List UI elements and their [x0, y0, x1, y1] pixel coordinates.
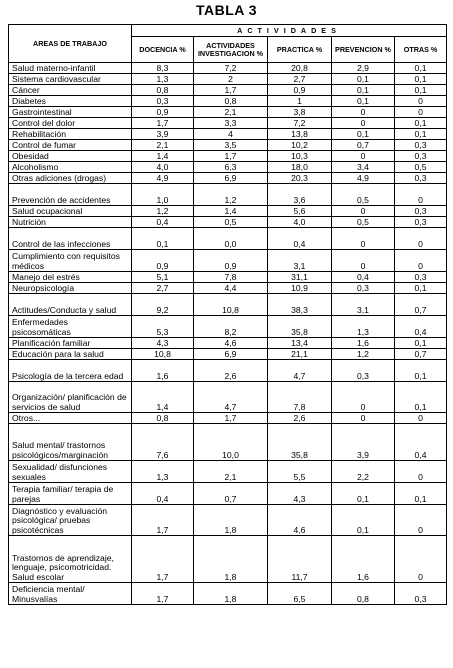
value-cell: 4,0 — [268, 217, 332, 228]
value-cell: 0,1 — [395, 483, 447, 505]
area-cell: Nutrición — [9, 217, 132, 228]
area-cell: Neuropsicología — [9, 283, 132, 294]
value-cell: 1,6 — [132, 360, 194, 382]
value-cell: 1,3 — [132, 74, 194, 85]
area-cell: Alcoholismo — [9, 162, 132, 173]
area-cell: Diagnóstico y evaluación psicológica/ pruebas psicotécnicas — [9, 505, 132, 536]
table-row — [9, 360, 447, 382]
area-cell: Sexualidad/ disfunciones sexuales — [9, 461, 132, 483]
table-title: TABLA 3 — [195, 2, 258, 18]
value-cell: 0,1 — [332, 483, 395, 505]
value-cell: 10,2 — [268, 140, 332, 151]
area-cell: Educación para la salud — [9, 349, 132, 360]
value-cell: 0,5 — [332, 184, 395, 206]
value-cell: 11,7 — [268, 536, 332, 583]
column-header-area: AREAS DE TRABAJO — [9, 25, 132, 63]
value-cell: 0,4 — [268, 228, 332, 250]
value-cell: 1,8 — [194, 583, 268, 605]
area-cell: Rehabilitación — [9, 129, 132, 140]
table-row — [9, 283, 447, 294]
value-cell: 1,3 — [332, 316, 395, 338]
table-row — [9, 162, 447, 173]
area-cell: Otros... — [9, 413, 132, 424]
value-cell: 1,6 — [332, 536, 395, 583]
value-cell: 0 — [395, 250, 447, 272]
table-row — [9, 140, 447, 151]
value-cell: 10,8 — [194, 294, 268, 316]
value-cell: 1,7 — [132, 505, 194, 536]
value-cell: 4,9 — [332, 173, 395, 184]
table-row — [9, 382, 447, 413]
table-row — [9, 85, 447, 96]
area-cell: Otras adiciones (drogas) — [9, 173, 132, 184]
value-cell: 2,1 — [194, 107, 268, 118]
value-cell: 1,2 — [132, 206, 194, 217]
table-row — [9, 338, 447, 349]
value-cell: 21,1 — [268, 349, 332, 360]
table-row — [9, 151, 447, 162]
value-cell: 0,1 — [332, 96, 395, 107]
area-cell: Obesidad — [9, 151, 132, 162]
value-cell: 0,1 — [395, 118, 447, 129]
value-cell: 4,7 — [268, 360, 332, 382]
table-row — [9, 173, 447, 184]
value-cell: 3,3 — [194, 118, 268, 129]
table-row — [9, 129, 447, 140]
value-cell: 7,2 — [268, 118, 332, 129]
area-cell: Prevención de accidentes — [9, 184, 132, 206]
value-cell: 0,8 — [332, 583, 395, 605]
value-cell: 0,3 — [395, 140, 447, 151]
value-cell: 0,4 — [132, 217, 194, 228]
area-cell: Sistema cardiovascular — [9, 74, 132, 85]
value-cell: 2,2 — [332, 461, 395, 483]
value-cell: 0 — [332, 382, 395, 413]
table-body — [9, 63, 447, 605]
data-table — [8, 24, 447, 605]
value-cell: 0,1 — [395, 382, 447, 413]
table-row — [9, 272, 447, 283]
value-cell: 0,9 — [132, 250, 194, 272]
table-row — [9, 107, 447, 118]
value-cell: 5,1 — [132, 272, 194, 283]
value-cell: 0,1 — [395, 85, 447, 96]
value-cell: 0 — [332, 250, 395, 272]
value-cell: 0 — [332, 107, 395, 118]
value-cell: 0,3 — [132, 96, 194, 107]
value-cell: 0,3 — [395, 583, 447, 605]
value-cell: 0,1 — [132, 228, 194, 250]
value-cell: 0 — [395, 461, 447, 483]
value-cell: 38,3 — [268, 294, 332, 316]
value-cell: 1,7 — [132, 536, 194, 583]
value-cell: 2,7 — [132, 283, 194, 294]
table-row — [9, 217, 447, 228]
value-cell: 0,4 — [395, 424, 447, 461]
value-cell: 2,6 — [194, 360, 268, 382]
value-cell: 2,6 — [268, 413, 332, 424]
column-header: OTRAS % — [395, 37, 447, 63]
value-cell: 4,3 — [268, 483, 332, 505]
value-cell: 0,5 — [194, 217, 268, 228]
value-cell: 7,8 — [268, 382, 332, 413]
value-cell: 2,1 — [132, 140, 194, 151]
value-cell: 1,2 — [332, 349, 395, 360]
value-cell: 0,1 — [332, 505, 395, 536]
area-cell: Control de las infecciones — [9, 228, 132, 250]
value-cell: 0,8 — [132, 85, 194, 96]
value-cell: 10,3 — [268, 151, 332, 162]
value-cell: 3,6 — [268, 184, 332, 206]
value-cell: 0,1 — [395, 63, 447, 74]
area-cell: Gastrointestinal — [9, 107, 132, 118]
area-cell: Control de fumar — [9, 140, 132, 151]
value-cell: 10,8 — [132, 349, 194, 360]
column-header: DOCENCIA % — [132, 37, 194, 63]
value-cell: 31,1 — [268, 272, 332, 283]
value-cell: 1 — [268, 96, 332, 107]
value-cell: 0 — [332, 118, 395, 129]
value-cell: 7,6 — [132, 424, 194, 461]
value-cell: 0,1 — [395, 338, 447, 349]
value-cell: 1,7 — [132, 583, 194, 605]
value-cell: 4,6 — [194, 338, 268, 349]
value-cell: 2,9 — [332, 63, 395, 74]
value-cell: 1,2 — [194, 184, 268, 206]
value-cell: 0 — [395, 413, 447, 424]
table-row — [9, 74, 447, 85]
value-cell: 0,3 — [395, 206, 447, 217]
table-row — [9, 483, 447, 505]
value-cell: 1,8 — [194, 536, 268, 583]
value-cell: 0,3 — [332, 360, 395, 382]
value-cell: 20,3 — [268, 173, 332, 184]
header-row-group — [9, 25, 447, 37]
value-cell: 0,9 — [132, 107, 194, 118]
value-cell: 0,9 — [268, 85, 332, 96]
area-cell: Psicología de la tercera edad — [9, 360, 132, 382]
value-cell: 4,0 — [132, 162, 194, 173]
value-cell: 6,9 — [194, 173, 268, 184]
value-cell: 0,1 — [395, 283, 447, 294]
value-cell: 2,7 — [268, 74, 332, 85]
value-cell: 0,1 — [395, 129, 447, 140]
area-cell: Salud ocupacional — [9, 206, 132, 217]
value-cell: 1,4 — [194, 206, 268, 217]
value-cell: 6,3 — [194, 162, 268, 173]
value-cell: 8,3 — [132, 63, 194, 74]
value-cell: 3,1 — [268, 250, 332, 272]
value-cell: 0 — [332, 206, 395, 217]
value-cell: 3,8 — [268, 107, 332, 118]
value-cell: 3,1 — [332, 294, 395, 316]
value-cell: 5,3 — [132, 316, 194, 338]
value-cell: 13,8 — [268, 129, 332, 140]
value-cell: 0 — [395, 107, 447, 118]
value-cell: 0 — [332, 413, 395, 424]
area-cell: Salud materno-infantil — [9, 63, 132, 74]
value-cell: 3,4 — [332, 162, 395, 173]
table-row — [9, 413, 447, 424]
table-row — [9, 206, 447, 217]
table-row — [9, 505, 447, 536]
value-cell: 0 — [395, 505, 447, 536]
value-cell: 0 — [395, 536, 447, 583]
area-cell: Cumplimiento con requisitos médicos — [9, 250, 132, 272]
value-cell: 0,0 — [194, 228, 268, 250]
value-cell: 0,1 — [395, 360, 447, 382]
value-cell: 0,1 — [332, 129, 395, 140]
value-cell: 7,8 — [194, 272, 268, 283]
value-cell: 0,5 — [395, 162, 447, 173]
area-cell: Planificación familiar — [9, 338, 132, 349]
value-cell: 0,8 — [132, 413, 194, 424]
value-cell: 6,9 — [194, 349, 268, 360]
value-cell: 0,4 — [332, 272, 395, 283]
value-cell: 1,6 — [332, 338, 395, 349]
value-cell: 0,8 — [194, 96, 268, 107]
value-cell: 35,8 — [268, 316, 332, 338]
value-cell: 0,5 — [332, 217, 395, 228]
table-row — [9, 424, 447, 461]
value-cell: 0 — [395, 184, 447, 206]
area-cell: Deficiencia mental/ Minusvalías — [9, 583, 132, 605]
area-cell: Diabetes — [9, 96, 132, 107]
table-row — [9, 250, 447, 272]
table-row — [9, 461, 447, 483]
area-cell: Organización/ planificación de servicios de salud — [9, 382, 132, 413]
value-cell: 0,1 — [332, 85, 395, 96]
value-cell: 4,3 — [132, 338, 194, 349]
table-row — [9, 583, 447, 605]
value-cell: 1,3 — [132, 461, 194, 483]
value-cell: 13,4 — [268, 338, 332, 349]
value-cell: 1,7 — [194, 151, 268, 162]
table-row — [9, 63, 447, 74]
value-cell: 4,6 — [268, 505, 332, 536]
value-cell: 3,5 — [194, 140, 268, 151]
column-header: PRACTICA % — [268, 37, 332, 63]
value-cell: 0,7 — [395, 294, 447, 316]
value-cell: 2 — [194, 74, 268, 85]
value-cell: 0,3 — [395, 217, 447, 228]
value-cell: 1,7 — [194, 413, 268, 424]
value-cell: 0,7 — [332, 140, 395, 151]
value-cell: 0,3 — [395, 272, 447, 283]
value-cell: 10,0 — [194, 424, 268, 461]
value-cell: 0 — [332, 228, 395, 250]
activities-group-header: ACTIVIDADES — [132, 25, 447, 37]
value-cell: 0,4 — [395, 316, 447, 338]
value-cell: 9,2 — [132, 294, 194, 316]
value-cell: 0,3 — [395, 151, 447, 162]
area-cell: Cáncer — [9, 85, 132, 96]
value-cell: 0,1 — [395, 74, 447, 85]
column-header: PREVENCION % — [332, 37, 395, 63]
value-cell: 5,6 — [268, 206, 332, 217]
value-cell: 4 — [194, 129, 268, 140]
value-cell: 0 — [395, 228, 447, 250]
area-cell: Trastornos de aprendizaje, lenguaje, psicomotricidad. Salud escolar — [9, 536, 132, 583]
value-cell: 2,1 — [194, 461, 268, 483]
value-cell: 35,8 — [268, 424, 332, 461]
value-cell: 4,4 — [194, 283, 268, 294]
area-cell: Actitudes/Conducta y salud — [9, 294, 132, 316]
value-cell: 0,3 — [395, 173, 447, 184]
value-cell: 10,9 — [268, 283, 332, 294]
value-cell: 0,7 — [194, 483, 268, 505]
value-cell: 1,4 — [132, 151, 194, 162]
value-cell: 8,2 — [194, 316, 268, 338]
value-cell: 0,3 — [332, 283, 395, 294]
table-row — [9, 316, 447, 338]
value-cell: 0,4 — [132, 483, 194, 505]
value-cell: 18,0 — [268, 162, 332, 173]
value-cell: 0,7 — [395, 349, 447, 360]
table-row — [9, 184, 447, 206]
area-cell: Enfermedades psicosomáticas — [9, 316, 132, 338]
column-header: ACTIVIDADES INVESTIGACION % — [194, 37, 268, 63]
value-cell: 0 — [395, 96, 447, 107]
value-cell: 1,0 — [132, 184, 194, 206]
table-row — [9, 118, 447, 129]
value-cell: 5,5 — [268, 461, 332, 483]
area-cell: Salud mental/ trastornos psicológicos/marginación — [9, 424, 132, 461]
value-cell: 1,8 — [194, 505, 268, 536]
table-row — [9, 536, 447, 583]
value-cell: 1,4 — [132, 382, 194, 413]
area-cell: Manejo del estrés — [9, 272, 132, 283]
value-cell: 20,8 — [268, 63, 332, 74]
value-cell: 3,9 — [132, 129, 194, 140]
value-cell: 1,7 — [194, 85, 268, 96]
value-cell: 4,9 — [132, 173, 194, 184]
value-cell: 0,9 — [194, 250, 268, 272]
value-cell: 0 — [332, 151, 395, 162]
table-row — [9, 96, 447, 107]
area-cell: Control del dolor — [9, 118, 132, 129]
value-cell: 3,9 — [332, 424, 395, 461]
value-cell: 7,2 — [194, 63, 268, 74]
area-cell: Terapia familiar/ terapia de parejas — [9, 483, 132, 505]
table-row — [9, 294, 447, 316]
table-row — [9, 228, 447, 250]
value-cell: 6,5 — [268, 583, 332, 605]
value-cell: 1,7 — [132, 118, 194, 129]
value-cell: 0,1 — [332, 74, 395, 85]
table-row — [9, 349, 447, 360]
value-cell: 4,7 — [194, 382, 268, 413]
